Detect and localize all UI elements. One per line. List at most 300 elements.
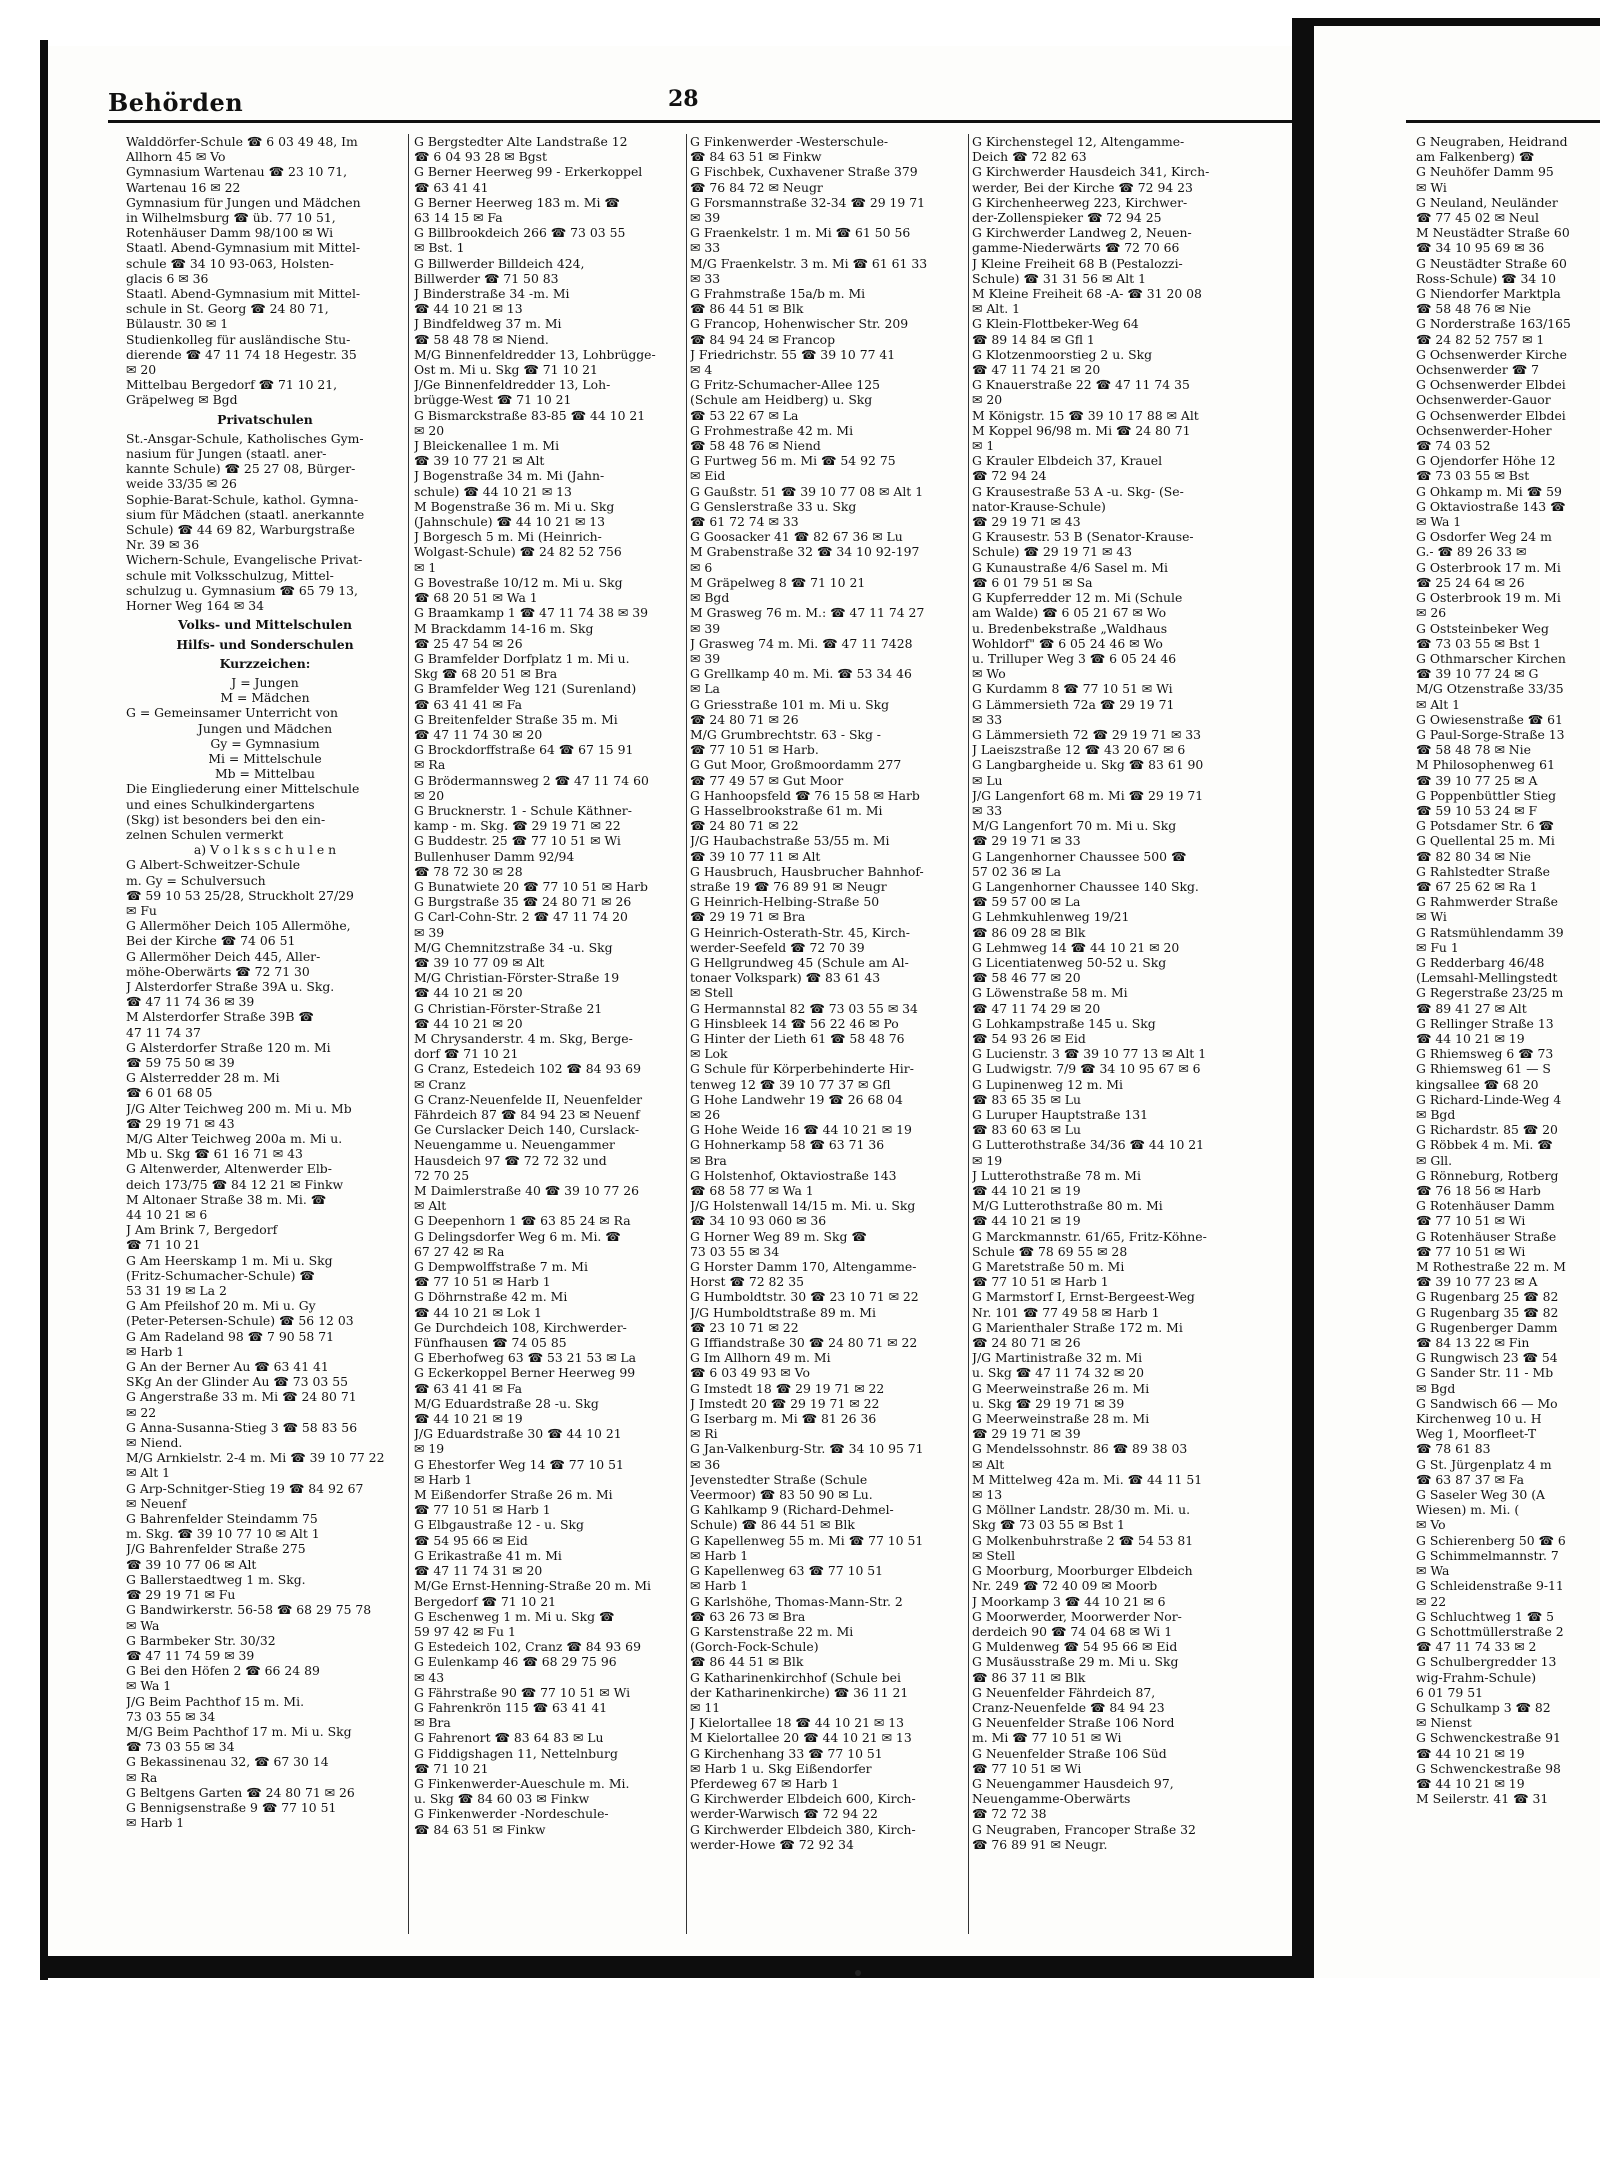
directory-entry-line: ☎ 82 80 34 ✉ Nie bbox=[1416, 848, 1531, 864]
directory-entry-line: G Cranz, Estedeich 102 ☎ 84 93 69 bbox=[414, 1061, 641, 1077]
directory-entry-line: G Francop, Hohenwischer Str. 209 bbox=[690, 316, 909, 332]
directory-entry-line: ☎ 24 80 71 ✉ 22 bbox=[690, 818, 799, 834]
directory-entry-line: G Im Allhorn 49 m. Mi bbox=[690, 1350, 831, 1366]
directory-entry-line: Wohldorf" ☎ 6 05 24 46 ✉ Wo bbox=[972, 635, 1163, 651]
directory-entry-line: 47 11 74 37 bbox=[126, 1024, 201, 1040]
directory-entry-line: M Neustädter Straße 60 bbox=[1416, 225, 1570, 241]
directory-entry-line: Gymnasium für Jungen und Mädchen bbox=[126, 194, 361, 210]
directory-entry-line: ☎ 39 10 77 24 ✉ G bbox=[1416, 666, 1539, 682]
directory-entry-line: Skg ☎ 73 03 55 ✉ Bst 1 bbox=[972, 1517, 1125, 1533]
directory-entry-line: G Finkenwerder -Westerschule- bbox=[690, 134, 889, 149]
directory-entry-line: ☎ 6 04 93 28 ✉ Bgst bbox=[414, 149, 548, 165]
directory-entry-line: G Gut Moor, Großmoordamm 277 bbox=[690, 757, 902, 773]
directory-entry-line: Fünfhausen ☎ 74 05 85 bbox=[414, 1335, 567, 1351]
directory-entry-line: G Erikastraße 41 m. Mi bbox=[414, 1547, 562, 1563]
directory-entry-line: G Bunatwiete 20 ☎ 77 10 51 ✉ Harb bbox=[414, 878, 648, 894]
directory-entry-line: u. Bredenbekstraße „Waldhaus bbox=[972, 620, 1168, 636]
directory-entry-line: 67 27 42 ✉ Ra bbox=[414, 1243, 505, 1259]
column-divider bbox=[968, 134, 969, 1934]
directory-entry-line: Kurzzeichen: bbox=[219, 655, 311, 671]
column-divider bbox=[686, 134, 687, 1934]
directory-entry-line: G Lämmersieth 72a ☎ 29 19 71 bbox=[972, 696, 1175, 712]
directory-entry-line: ✉ 39 bbox=[414, 924, 445, 940]
directory-entry-line: ☎ 59 10 53 25/28, Struckholt 27/29 bbox=[126, 887, 354, 903]
directory-entry-line: M/G Arnkielstr. 2-4 m. Mi ☎ 39 10 77 22 bbox=[126, 1450, 385, 1466]
directory-entry-line: ☎ 89 41 27 ✉ Alt bbox=[1416, 1000, 1527, 1016]
directory-entry-line: Deich ☎ 72 82 63 bbox=[972, 149, 1087, 165]
directory-entry-line: ☎ 86 37 11 ✉ Blk bbox=[972, 1669, 1086, 1685]
directory-entry-line: G Schulbergredder 13 bbox=[1416, 1654, 1557, 1670]
directory-entry-line: G Sander Str. 11 - Mb bbox=[1416, 1365, 1554, 1381]
directory-entry-line: ✉ Bgd bbox=[1416, 1380, 1456, 1396]
directory-entry-line: ✉ Stell bbox=[972, 1547, 1016, 1563]
page-number: 28 bbox=[668, 86, 699, 112]
directory-entry-line: Mi = Mittelschule bbox=[208, 750, 322, 766]
directory-entry-line: ✉ Ri bbox=[690, 1426, 718, 1442]
directory-entry-line: G Maretstraße 50 m. Mi bbox=[972, 1259, 1125, 1275]
directory-entry-line: ✉ 20 bbox=[414, 787, 445, 803]
directory-entry-line: G Richardstr. 85 ☎ 20 bbox=[1416, 1122, 1558, 1138]
directory-entry-line: G Schleidenstraße 9-11 bbox=[1416, 1578, 1564, 1594]
directory-entry-line: M/G Otzenstraße 33/35 bbox=[1416, 681, 1564, 697]
directory-entry-line: G Fritz-Schumacher-Allee 125 bbox=[690, 377, 881, 393]
directory-entry-line: G Bramfelder Dorfplatz 1 m. Mi u. bbox=[414, 650, 630, 666]
directory-entry-line: G Saseler Weg 30 (A bbox=[1416, 1487, 1545, 1503]
directory-entry-line: Ochsenwerder-Hoher bbox=[1416, 422, 1552, 438]
directory-entry-line: M = Mädchen bbox=[220, 690, 310, 706]
directory-entry-line: ☎ 47 11 74 36 ✉ 39 bbox=[126, 994, 255, 1010]
directory-entry-line: der Katharinenkirche) ☎ 36 11 21 bbox=[690, 1684, 909, 1700]
directory-entry-line: G Eschenweg 1 m. Mi u. Skg ☎ bbox=[414, 1608, 615, 1624]
directory-entry-line: G Neuenfelder Straße 106 Süd bbox=[972, 1745, 1167, 1761]
directory-entry-line: ☎ 34 10 95 69 ✉ 36 bbox=[1416, 240, 1545, 256]
directory-entry-line: ✉ Vo bbox=[1416, 1517, 1446, 1533]
directory-entry-line: G Döhrnstraße 42 m. Mi bbox=[414, 1289, 568, 1305]
directory-entry-line: ☎ 44 10 21 ✉ 13 bbox=[414, 301, 523, 317]
directory-entry-line: J Moorkamp 3 ☎ 44 10 21 ✉ 6 bbox=[972, 1593, 1166, 1609]
directory-entry-line: G Hohnerkamp 58 ☎ 63 71 36 bbox=[690, 1137, 885, 1153]
directory-entry-line: ☎ 72 72 38 bbox=[972, 1806, 1047, 1822]
directory-entry-line: 57 02 36 ✉ La bbox=[972, 863, 1062, 879]
directory-entry-line: werder-Warwisch ☎ 72 94 22 bbox=[690, 1806, 878, 1822]
directory-entry-line: Allhorn 45 ✉ Vo bbox=[126, 149, 226, 165]
directory-entry-line: Weg 1, Moorfleet-T bbox=[1416, 1426, 1537, 1442]
directory-entry-line: G Deepenhorn 1 ☎ 63 85 24 ✉ Ra bbox=[414, 1213, 631, 1229]
directory-entry-line: M/G Beim Pachthof 17 m. Mi u. Skg bbox=[126, 1723, 352, 1739]
directory-entry-line: ☎ 23 10 71 ✉ 22 bbox=[690, 1319, 799, 1335]
directory-entry-line: ✉ Wa bbox=[126, 1617, 160, 1633]
directory-entry-line: J Lutterothstraße 78 m. Mi bbox=[972, 1167, 1141, 1183]
directory-entry-line: M Rothestraße 22 m. M bbox=[1416, 1259, 1566, 1275]
directory-entry-line: G Lutterothstraße 34/36 ☎ 44 10 21 bbox=[972, 1137, 1205, 1153]
directory-entry-line: M Gräpelweg 8 ☎ 71 10 21 bbox=[690, 574, 866, 590]
directory-entry-line: G Musäusstraße 29 m. Mi u. Skg bbox=[972, 1654, 1179, 1670]
directory-entry-line: ✉ Cranz bbox=[414, 1076, 466, 1092]
directory-entry-line: G Kurdamm 8 ☎ 77 10 51 ✉ Wi bbox=[972, 681, 1173, 697]
directory-entry-line: J Am Brink 7, Bergedorf bbox=[126, 1222, 278, 1238]
directory-entry-line: ✉ 43 bbox=[414, 1669, 445, 1685]
directory-entry-line: G Neuhöfer Damm 95 bbox=[1416, 164, 1554, 180]
directory-entry-line: ✉ 13 bbox=[972, 1487, 1003, 1503]
directory-entry-line: G Griesstraße 101 m. Mi u. Skg bbox=[690, 696, 890, 712]
directory-entry-line: G Norderstraße 163/165 bbox=[1416, 316, 1571, 332]
directory-entry-line: G Bergstedter Alte Landstraße 12 bbox=[414, 134, 628, 149]
directory-entry-line: G Rhiemsweg 6 ☎ 73 bbox=[1416, 1046, 1554, 1062]
directory-entry-line: M Bogenstraße 36 m. Mi u. Skg bbox=[414, 498, 615, 514]
directory-entry-line: J Bleickenallee 1 m. Mi bbox=[414, 438, 560, 454]
page-gutter bbox=[1292, 18, 1314, 1978]
directory-entry-line: J/G Bahrenfelder Straße 275 bbox=[126, 1541, 306, 1557]
directory-entry-line: G Allermöher Deich 105 Allermöhe, bbox=[126, 918, 351, 934]
directory-entry-line: G Krauler Elbdeich 37, Krauel bbox=[972, 453, 1163, 469]
directory-entry-line: Horner Weg 164 ✉ 34 bbox=[126, 598, 264, 614]
directory-entry-line: (Peter-Petersen-Schule) ☎ 56 12 03 bbox=[126, 1313, 354, 1329]
directory-entry-line: M/G Binnenfeldredder 13, Lohbrügge- bbox=[414, 346, 656, 362]
directory-entry-line: ☎ 29 19 71 ✉ 33 bbox=[972, 833, 1081, 849]
directory-entry-line: ☎ 77 10 51 ✉ Wi bbox=[1416, 1213, 1526, 1229]
directory-entry-line: G Schulkamp 3 ☎ 82 bbox=[1416, 1699, 1551, 1715]
directory-entry-line: G Eberhofweg 63 ☎ 53 21 53 ✉ La bbox=[414, 1350, 637, 1366]
column-1 bbox=[126, 134, 404, 1934]
directory-entry-line: ☎ 67 25 62 ✉ Ra 1 bbox=[1416, 878, 1538, 894]
directory-entry-line: (Gorch-Fock-Schule) bbox=[690, 1639, 819, 1655]
directory-entry-line: J Laeiszstraße 12 ☎ 43 20 67 ✉ 6 bbox=[972, 742, 1186, 758]
directory-entry-line: möhe-Oberwärts ☎ 72 71 30 bbox=[126, 963, 310, 979]
directory-entry-line: deich 173/75 ☎ 84 12 21 ✉ Finkw bbox=[126, 1176, 344, 1192]
directory-entry-line: ☎ 84 63 51 ✉ Finkw bbox=[414, 1821, 546, 1837]
directory-entry-line: G Krausestr. 53 B (Senator-Krause- bbox=[972, 529, 1194, 545]
directory-entry-line: schule in St. Georg ☎ 24 80 71, bbox=[126, 301, 329, 317]
directory-entry-line: tenweg 12 ☎ 39 10 77 37 ✉ Gfl bbox=[690, 1076, 891, 1092]
directory-entry-line: ✉ 26 bbox=[690, 1107, 721, 1122]
directory-entry-line: Neuengamme-Oberwärts bbox=[972, 1791, 1131, 1807]
directory-entry-line: G Rahmwerder Straße bbox=[1416, 894, 1558, 910]
directory-entry-line: G Redderbarg 46/48 bbox=[1416, 954, 1545, 970]
directory-entry-line: Mittelbau Bergedorf ☎ 71 10 21, bbox=[126, 377, 338, 393]
directory-entry-line: zelnen Schulen vermerkt bbox=[126, 826, 284, 842]
directory-entry-line: ☎ 84 63 51 ✉ Finkw bbox=[690, 149, 822, 165]
directory-entry-line: G Cranz-Neuenfelde II, Neuenfelder bbox=[414, 1091, 643, 1107]
directory-entry-line: ☎ 76 89 91 ✉ Neugr. bbox=[972, 1836, 1108, 1852]
directory-entry-line: G Ochsenwerder Kirche bbox=[1416, 346, 1567, 362]
directory-entry-line: G Angerstraße 33 m. Mi ☎ 24 80 71 bbox=[126, 1389, 357, 1405]
directory-entry-line: G Oktaviostraße 143 ☎ bbox=[1416, 498, 1566, 514]
directory-entry-line: M Alsterdorfer Straße 39B ☎ bbox=[126, 1009, 314, 1025]
directory-entry-line: ☎ 77 49 57 ✉ Gut Moor bbox=[690, 772, 844, 788]
directory-entry-line: G Fährstraße 90 ☎ 77 10 51 ✉ Wi bbox=[414, 1684, 631, 1700]
directory-entry-line: G Rahlstedter Straße bbox=[1416, 863, 1550, 879]
directory-entry-line: (Jahnschule) ☎ 44 10 21 ✉ 13 bbox=[414, 514, 606, 530]
directory-entry-line: G Moorburg, Moorburger Elbdeich bbox=[972, 1563, 1193, 1579]
directory-entry-line: ☎ 63 41 41 ✉ Fa bbox=[414, 696, 522, 712]
directory-entry-line: G Iffiandstraße 30 ☎ 24 80 71 ✉ 22 bbox=[690, 1335, 918, 1351]
directory-entry-line: J Kielortallee 18 ☎ 44 10 21 ✉ 13 bbox=[690, 1715, 904, 1731]
directory-entry-line: G Barmbeker Str. 30/32 bbox=[126, 1632, 276, 1648]
directory-entry-line: M/G Eduardstraße 28 -u. Skg bbox=[414, 1395, 599, 1411]
directory-entry-line: G Am Heerskamp 1 m. Mi u. Skg bbox=[126, 1252, 333, 1268]
directory-entry-line: ✉ Alt bbox=[972, 1456, 1005, 1472]
directory-entry-line: J = Jungen bbox=[231, 674, 299, 690]
scan-border-left bbox=[40, 40, 48, 1980]
directory-entry-line: ✉ Harb 1 bbox=[690, 1547, 749, 1563]
directory-entry-line: Neuengamme u. Neuengammer bbox=[414, 1137, 615, 1153]
directory-entry-line: G Rotenhäuser Straße bbox=[1416, 1228, 1557, 1244]
directory-entry-line: ☎ 47 11 74 30 ✉ 20 bbox=[414, 726, 543, 742]
directory-entry-line: (Lemsahl-Mellingstedt bbox=[1416, 970, 1558, 986]
directory-entry-line: G Schierenberg 50 ☎ 6 bbox=[1416, 1532, 1566, 1548]
directory-entry-line: kingsallee ☎ 68 20 bbox=[1416, 1076, 1539, 1092]
directory-entry-line: Ochsenwerder ☎ 7 bbox=[1416, 362, 1539, 378]
directory-entry-line: ☎ 68 20 51 ✉ Wa 1 bbox=[414, 590, 538, 606]
directory-entry-line: J/G Martinistraße 32 m. Mi bbox=[972, 1350, 1143, 1366]
directory-entry-line: Wichern-Schule, Evangelische Privat- bbox=[126, 552, 363, 568]
directory-entry-line: wig-Frahm-Schule) bbox=[1416, 1669, 1537, 1685]
directory-entry-line: ✉ Wi bbox=[1416, 179, 1447, 195]
directory-entry-line: schule mit Volksschulzug, Mittel- bbox=[126, 567, 334, 583]
scan-speck bbox=[855, 1970, 861, 1976]
directory-entry-line: G Kapellenweg 63 ☎ 77 10 51 bbox=[690, 1563, 884, 1579]
directory-entry-line: M/G Christian-Förster-Straße 19 bbox=[414, 970, 620, 986]
directory-entry-line: ☎ 63 41 41 ✉ Fa bbox=[414, 1380, 522, 1396]
directory-entry-line: ☎ 25 47 54 ✉ 26 bbox=[414, 635, 523, 651]
directory-entry-line: ☎ 24 80 71 ✉ 26 bbox=[690, 711, 799, 727]
directory-entry-line: m. Mi ☎ 77 10 51 ✉ Wi bbox=[972, 1730, 1122, 1746]
directory-entry-line: G Rotenhäuser Damm bbox=[1416, 1198, 1555, 1214]
directory-entry-line: G Brödermannsweg 2 ☎ 47 11 74 60 bbox=[414, 772, 649, 788]
directory-entry-line: (Skg) ist besonders bei den ein- bbox=[126, 811, 326, 827]
directory-entry-line: Ost m. Mi u. Skg ☎ 71 10 21 bbox=[414, 362, 598, 378]
directory-entry-line: straße 19 ☎ 76 89 91 ✉ Neugr bbox=[690, 878, 887, 894]
directory-entry-line: G Hermannstal 82 ☎ 73 03 55 ✉ 34 bbox=[690, 1000, 918, 1016]
directory-entry-line: G Potsdamer Str. 6 ☎ bbox=[1416, 818, 1554, 834]
directory-entry-line: Schule) ☎ 29 19 71 ✉ 43 bbox=[972, 544, 1133, 560]
directory-entry-line: G Regerstraße 23/25 m bbox=[1416, 985, 1564, 1001]
directory-entry-line: ☎ 77 10 51 ✉ Harb 1 bbox=[414, 1502, 551, 1518]
directory-entry-line: 73 03 55 ✉ 34 bbox=[126, 1708, 216, 1724]
directory-entry-line: ✉ 1 bbox=[972, 438, 995, 454]
directory-entry-line: G Breitenfelder Straße 35 m. Mi bbox=[414, 711, 618, 727]
directory-entry-line: ✉ Harb 1 bbox=[126, 1343, 185, 1359]
column-4 bbox=[972, 134, 1252, 1934]
directory-entry-line: Wartenau 16 ✉ 22 bbox=[126, 179, 241, 195]
directory-entry-line: Cranz-Neuenfelde ☎ 84 94 23 bbox=[972, 1699, 1165, 1715]
directory-entry-line: 72 70 25 bbox=[414, 1167, 470, 1183]
directory-entry-line: M Mittelweg 42a m. Mi. ☎ 44 11 51 bbox=[972, 1471, 1203, 1487]
directory-entry-line: G Altenwerder, Altenwerder Elb- bbox=[126, 1161, 332, 1177]
directory-entry-line: G.- ☎ 89 26 33 ✉ bbox=[1416, 544, 1527, 560]
directory-entry-line: ☎ 44 10 21 ✉ 19 bbox=[414, 1411, 523, 1427]
directory-entry-line: G Horster Damm 170, Altengamme- bbox=[690, 1259, 917, 1275]
directory-entry-line: Skg ☎ 68 20 51 ✉ Bra bbox=[414, 666, 558, 682]
directory-entry-line: G Kupferredder 12 m. Mi (Schule bbox=[972, 590, 1183, 606]
directory-entry-line: ✉ Niend. bbox=[126, 1435, 183, 1451]
directory-entry-line: ☎ 29 19 71 ✉ 43 bbox=[126, 1115, 235, 1131]
directory-entry-line: ☎ 74 03 52 bbox=[1416, 438, 1491, 454]
directory-entry-line: ☎ 63 41 41 bbox=[414, 179, 489, 195]
column-divider bbox=[408, 134, 409, 1934]
directory-entry-line: Wiesen) m. Mi. ( bbox=[1416, 1502, 1520, 1518]
directory-entry-line: Nr. 249 ☎ 72 40 09 ✉ Moorb bbox=[972, 1578, 1158, 1594]
directory-entry-line: G Osdorfer Weg 24 m bbox=[1416, 529, 1552, 545]
directory-entry-line: G Poppenbüttler Stieg bbox=[1416, 787, 1557, 803]
directory-entry-line: ☎ 73 03 55 ✉ Bst 1 bbox=[1416, 635, 1542, 651]
directory-entry-line: ☎ 77 10 51 ✉ Harb. bbox=[690, 742, 819, 758]
scan-border-bottom bbox=[40, 1956, 1300, 1978]
directory-entry-line: ☎ 47 11 74 31 ✉ 20 bbox=[414, 1563, 543, 1579]
directory-entry-line: G Alsterdorfer Straße 120 m. Mi bbox=[126, 1039, 331, 1055]
directory-entry-line: M Koppel 96/98 m. Mi ☎ 24 80 71 bbox=[972, 422, 1191, 438]
directory-entry-line: G Marckmannstr. 61/65, Fritz-Köhne- bbox=[972, 1228, 1207, 1244]
directory-entry-line: J Bogenstraße 34 m. Mi (Jahn- bbox=[414, 468, 605, 484]
directory-entry-line: G Lohkampstraße 145 u. Skg bbox=[972, 1015, 1156, 1031]
directory-entry-line: ✉ Bra bbox=[414, 1715, 451, 1731]
directory-entry-line: ☎ 77 10 51 ✉ Wi bbox=[972, 1760, 1082, 1776]
directory-entry-line: tonaer Volkspark) ☎ 83 61 43 bbox=[690, 970, 881, 986]
directory-entry-line: Staatl. Abend-Gymnasium mit Mittel- bbox=[126, 240, 361, 256]
directory-entry-line: G Rugenbarg 25 ☎ 82 bbox=[1416, 1289, 1559, 1305]
directory-entry-line: Gymnasium Wartenau ☎ 23 10 71, bbox=[126, 164, 348, 180]
directory-entry-line: M Kielortallee 20 ☎ 44 10 21 ✉ 13 bbox=[690, 1730, 912, 1746]
directory-entry-line: St.-Ansgar-Schule, Katholisches Gym- bbox=[126, 430, 364, 446]
directory-entry-line: Nr. 101 ☎ 77 49 58 ✉ Harb 1 bbox=[972, 1304, 1160, 1320]
directory-entry-line: G Lehmkuhlenweg 19/21 bbox=[972, 909, 1130, 925]
directory-entry-line: ☎ 58 48 78 ✉ Nie bbox=[1416, 742, 1531, 758]
directory-entry-line: ☎ 77 10 51 ✉ Harb 1 bbox=[414, 1274, 551, 1290]
directory-entry-line: ☎ 47 11 74 33 ✉ 2 bbox=[1416, 1639, 1537, 1655]
directory-entry-line: G Neuland, Neuländer bbox=[1416, 194, 1558, 210]
directory-entry-line: Schule) ☎ 31 31 56 ✉ Alt 1 bbox=[972, 270, 1146, 286]
directory-entry-line: G Hinter der Lieth 61 ☎ 58 48 76 bbox=[690, 1030, 905, 1046]
directory-entry-line: ☎ 89 14 84 ✉ Gfl 1 bbox=[972, 331, 1095, 347]
directory-entry-line: M Königstr. 15 ☎ 39 10 17 88 ✉ Alt bbox=[972, 407, 1199, 423]
directory-entry-line: ✉ Bra bbox=[690, 1152, 727, 1168]
directory-entry-line: J/G Humboldtstraße 89 m. Mi bbox=[690, 1304, 876, 1320]
directory-entry-line: G Bandwirkerstr. 56-58 ☎ 68 29 75 78 bbox=[126, 1602, 372, 1618]
directory-entry-line: ✉ Eid bbox=[690, 468, 726, 484]
column-5-cropped bbox=[1416, 134, 1600, 1934]
directory-entry-line: M/G Langenfort 70 m. Mi u. Skg bbox=[972, 818, 1177, 834]
directory-entry-line: ☎ 59 10 53 24 ✉ F bbox=[1416, 802, 1538, 818]
directory-entry-line: G Niendorfer Marktpla bbox=[1416, 286, 1561, 302]
directory-entry-line: ☎ 78 72 30 ✉ 28 bbox=[414, 863, 523, 879]
directory-entry-line: 44 10 21 ✉ 6 bbox=[126, 1207, 208, 1223]
directory-entry-line: ☎ 54 95 66 ✉ Eid bbox=[414, 1532, 528, 1548]
directory-entry-line: ✉ 22 bbox=[1416, 1593, 1447, 1609]
directory-entry-line: ☎ 61 72 74 ✉ 33 bbox=[690, 514, 799, 530]
directory-entry-line: ☎ 44 10 21 ✉ Lok 1 bbox=[414, 1304, 542, 1320]
directory-entry-line: G Krausestraße 53 A -u. Skg- (Se- bbox=[972, 483, 1184, 499]
directory-entry-line: ☎ 76 18 56 ✉ Harb bbox=[1416, 1183, 1541, 1199]
directory-entry-line: ☎ 39 10 77 11 ✉ Alt bbox=[690, 848, 821, 864]
directory-entry-line: M/G Chemnitzstraße 34 -u. Skg bbox=[414, 939, 613, 955]
directory-entry-line: ☎ 73 03 55 ✉ Bst bbox=[1416, 468, 1530, 484]
directory-entry-line: M Eißendorfer Straße 26 m. Mi bbox=[414, 1487, 613, 1503]
directory-entry-line: G Schule für Körperbehinderte Hir- bbox=[690, 1061, 914, 1077]
directory-entry-line: G Rhiemsweg 61 — S bbox=[1416, 1061, 1551, 1077]
directory-entry-line: ☎ 29 19 71 ✉ Bra bbox=[690, 909, 806, 925]
directory-entry-line: Ge Durchdeich 108, Kirchwerder- bbox=[414, 1319, 627, 1335]
directory-entry-line: G Hausbruch, Hausbrucher Bahnhof- bbox=[690, 863, 924, 879]
directory-entry-line: ☎ 86 09 28 ✉ Blk bbox=[972, 924, 1086, 940]
directory-entry-line: G Eulenkamp 46 ☎ 68 29 75 96 bbox=[414, 1654, 617, 1670]
directory-entry-line: G Am Radeland 98 ☎ 7 90 58 71 bbox=[126, 1328, 335, 1344]
directory-entry-line: G Klein-Flottbeker-Weg 64 bbox=[972, 316, 1139, 332]
directory-entry-line: G Alsterredder 28 m. Mi bbox=[126, 1070, 280, 1086]
directory-entry-line: G Ratsmühlendamm 39 bbox=[1416, 924, 1564, 940]
directory-entry-line: ✉ Bgd bbox=[690, 590, 730, 606]
directory-entry-line: G Langbargheide u. Skg ☎ 83 61 90 bbox=[972, 757, 1204, 773]
directory-entry-line: ✉ Bgd bbox=[1416, 1107, 1456, 1122]
directory-entry-line: ☎ 84 13 22 ✉ Fin bbox=[1416, 1335, 1530, 1351]
directory-entry-line: ☎ 59 75 50 ✉ 39 bbox=[126, 1054, 235, 1070]
directory-entry-line: ☎ 39 10 77 09 ✉ Alt bbox=[414, 954, 545, 970]
column-2 bbox=[414, 134, 690, 1934]
directory-entry-line: kamp - m. Skg. ☎ 29 19 71 ✉ 22 bbox=[414, 818, 621, 834]
directory-entry-line: G Kunaustraße 4/6 Sasel m. Mi bbox=[972, 559, 1168, 575]
directory-entry-line: G Karlshöhe, Thomas-Mann-Str. 2 bbox=[690, 1593, 903, 1609]
directory-entry-line: kannte Schule) ☎ 25 27 08, Bürger- bbox=[126, 461, 356, 477]
directory-entry-line: M Philosophenweg 61 bbox=[1416, 757, 1555, 773]
directory-entry-line: ☎ 78 61 83 bbox=[1416, 1441, 1491, 1457]
directory-entry-line: Gy = Gymnasium bbox=[210, 735, 320, 751]
directory-entry-line: G Rellinger Straße 13 bbox=[1416, 1015, 1554, 1031]
directory-entry-line: M Seilerstr. 41 ☎ 31 bbox=[1416, 1791, 1549, 1807]
directory-entry-line: dorf ☎ 71 10 21 bbox=[414, 1046, 519, 1062]
directory-entry-line: G Bekassinenau 32, ☎ 67 30 14 bbox=[126, 1754, 329, 1770]
directory-entry-line: G Kahlkamp 9 (Richard-Dehmel- bbox=[690, 1502, 894, 1518]
directory-entry-line: ☎ 76 84 72 ✉ Neugr bbox=[690, 179, 823, 195]
directory-entry-line: G Schwenckestraße 91 bbox=[1416, 1730, 1561, 1746]
directory-entry-line: ✉ Harb 1 bbox=[690, 1578, 749, 1594]
directory-entry-line: G Löwenstraße 58 m. Mi bbox=[972, 985, 1128, 1001]
directory-entry-line: G Bahrenfelder Steindamm 75 bbox=[126, 1511, 318, 1527]
directory-entry-line: G Ludwigstr. 7/9 ☎ 34 10 95 67 ✉ 6 bbox=[972, 1061, 1201, 1077]
directory-entry-line: ✉ 19 bbox=[972, 1152, 1003, 1168]
directory-entry-line: J/Ge Binnenfeldredder 13, Loh- bbox=[414, 377, 611, 393]
directory-entry-line: M Grabenstraße 32 ☎ 34 10 92-197 bbox=[690, 544, 920, 560]
directory-entry-line: G Richard-Linde-Weg 4 bbox=[1416, 1091, 1562, 1107]
directory-entry-line: Jungen und Mädchen bbox=[197, 720, 333, 736]
directory-entry-line: ✉ 11 bbox=[690, 1699, 721, 1715]
directory-entry-line: m. Gy = Schulversuch bbox=[126, 872, 266, 888]
directory-entry-line: ☎ 86 44 51 ✉ Blk bbox=[690, 1654, 804, 1670]
directory-entry-line: G Katharinenkirchhof (Schule bei bbox=[690, 1669, 901, 1685]
directory-entry-line: ✉ 39 bbox=[690, 620, 721, 636]
directory-entry-line: ✉ La bbox=[690, 681, 720, 697]
directory-entry-line: J/G Eduardstraße 30 ☎ 44 10 21 bbox=[414, 1426, 622, 1442]
directory-entry-line: ☎ 44 10 21 ✉ 19 bbox=[1416, 1030, 1525, 1046]
directory-entry-line: M Altonaer Straße 38 m. Mi. ☎ bbox=[126, 1191, 327, 1207]
directory-entry-line: m. Skg. ☎ 39 10 77 10 ✉ Alt 1 bbox=[126, 1526, 320, 1542]
directory-entry-line: G Berner Heerweg 99 - Erkerkoppel bbox=[414, 164, 643, 180]
directory-entry-line: G Heinrich-Helbing-Straße 50 bbox=[690, 894, 880, 910]
directory-entry-line: ✉ 39 bbox=[690, 650, 721, 666]
directory-entry-line: G Fahrenort ☎ 83 64 83 ✉ Lu bbox=[414, 1730, 604, 1746]
directory-entry-line: u. Skg ☎ 29 19 71 ✉ 39 bbox=[972, 1395, 1125, 1411]
directory-entry-line: G Bismarckstraße 83-85 ☎ 44 10 21 bbox=[414, 407, 646, 423]
directory-entry-line: ☎ 63 87 37 ✉ Fa bbox=[1416, 1471, 1524, 1487]
directory-entry-line: ☎ 44 10 21 ✉ 19 bbox=[1416, 1745, 1525, 1761]
directory-entry-line: G Hasselbrookstraße 61 m. Mi bbox=[690, 802, 883, 818]
directory-entry-line: Bullenhuser Damm 92/94 bbox=[414, 848, 575, 864]
directory-entry-line: ☎ 59 57 00 ✉ La bbox=[972, 894, 1081, 910]
directory-entry-line: G Langenhorner Chaussee 500 ☎ bbox=[972, 848, 1187, 864]
directory-entry-line: Hausdeich 97 ☎ 72 72 32 und bbox=[414, 1152, 607, 1168]
directory-entry-line: ☎ 77 10 51 ✉ Wi bbox=[1416, 1243, 1526, 1259]
directory-entry-line: (Fritz-Schumacher-Schule) ☎ bbox=[126, 1267, 315, 1283]
directory-entry-line: ✉ 33 bbox=[972, 711, 1003, 727]
directory-entry-line: Die Eingliederung einer Mittelschule bbox=[126, 781, 360, 797]
